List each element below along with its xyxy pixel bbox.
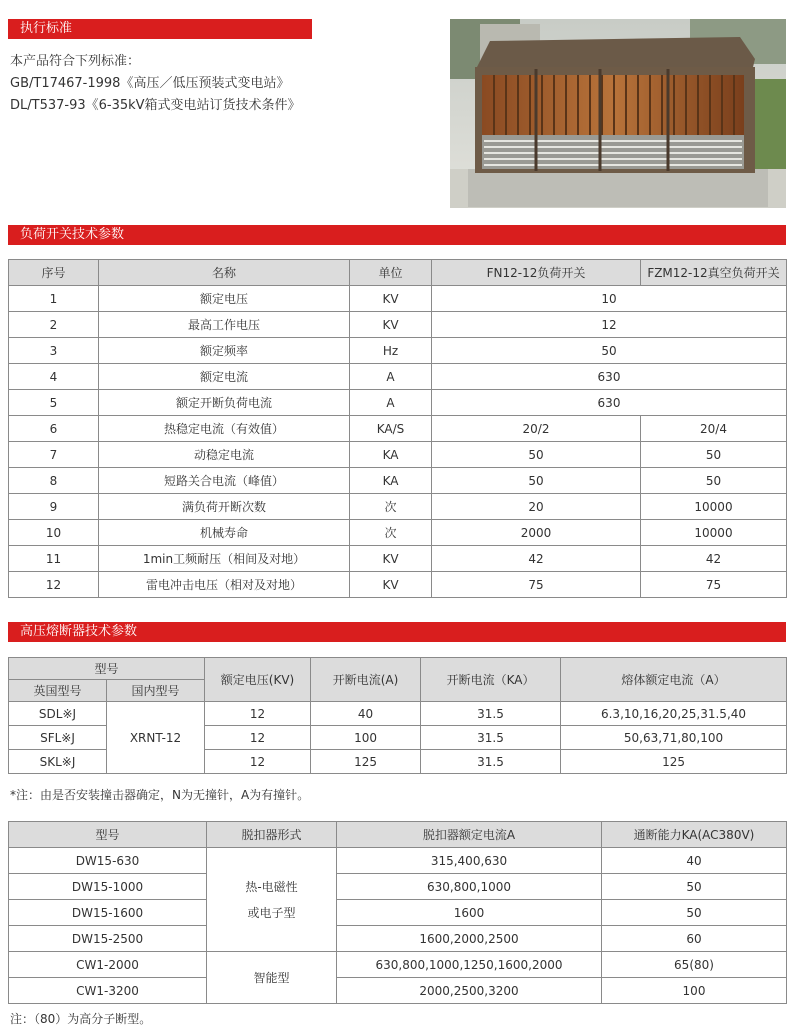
col-header: FZM12-12真空负荷开关 xyxy=(641,260,787,286)
table-cell: 12 xyxy=(205,726,311,750)
table-cell: 20/4 xyxy=(641,416,787,442)
table-cell: 额定电压 xyxy=(99,286,350,312)
table-cell: 2000,2500,3200 xyxy=(337,978,602,1004)
table-cell: 50 xyxy=(432,442,641,468)
table-cell: 额定电流 xyxy=(99,364,350,390)
table-row xyxy=(9,312,787,338)
table-cell: 42 xyxy=(432,546,641,572)
table-row xyxy=(9,978,787,1004)
table-cell: 2 xyxy=(9,312,99,338)
table-cell: KV xyxy=(350,286,432,312)
table-cell: CW1-3200 xyxy=(9,978,207,1004)
table-cell: 动稳定电流 xyxy=(99,442,350,468)
col-header: FN12-12负荷开关 xyxy=(432,260,641,286)
table-cell: 100 xyxy=(311,726,421,750)
table-cell: 10 xyxy=(432,286,787,312)
table-cell: A xyxy=(350,390,432,416)
table-cell: A xyxy=(350,364,432,390)
table-cell: 5 xyxy=(9,390,99,416)
table-cell: 31.5 xyxy=(421,726,561,750)
table-cell: 12 xyxy=(432,312,787,338)
col-header: 名称 xyxy=(99,260,350,286)
col-header-model: 型号 xyxy=(9,658,205,680)
table-cell: 额定开断负荷电流 xyxy=(99,390,350,416)
table-cell: 50 xyxy=(641,442,787,468)
col-header-break-a: 开断电流(A) xyxy=(311,658,421,702)
table-cell: 31.5 xyxy=(421,750,561,774)
table-cell: 10000 xyxy=(641,520,787,546)
table-cell: 125 xyxy=(311,750,421,774)
table-cell: 2000 xyxy=(432,520,641,546)
table-cell: 12 xyxy=(205,702,311,726)
col-header: 单位 xyxy=(350,260,432,286)
trip-type-thermal xyxy=(207,848,337,952)
table-cell: DW15-1000 xyxy=(9,874,207,900)
table-cell: KV xyxy=(350,546,432,572)
table-header-row xyxy=(9,260,787,286)
table-row xyxy=(9,520,787,546)
col-header: 通断能力KA(AC380V) xyxy=(602,822,787,848)
table-cell: 100 xyxy=(602,978,787,1004)
table-cell: 满负荷开断次数 xyxy=(99,494,350,520)
table-cell: 50 xyxy=(432,338,787,364)
table-cell: KV xyxy=(350,572,432,598)
standard-gb: GB/T17467-1998《高压／低压预装式变电站》 xyxy=(10,76,290,91)
table-row xyxy=(9,338,787,364)
trip-type-smart: 智能型 xyxy=(207,952,337,1004)
table-cell: 1min工频耐压（相间及对地） xyxy=(99,546,350,572)
table-cell: 50 xyxy=(641,468,787,494)
col-header-model-en: 英国型号 xyxy=(9,680,107,702)
table-cell: 630,800,1000,1250,1600,2000 xyxy=(337,952,602,978)
table-cell: 50,63,71,80,100 xyxy=(561,726,787,750)
table-cell: 次 xyxy=(350,520,432,546)
table-cell: 12 xyxy=(205,750,311,774)
table-cell: SFL※J xyxy=(9,726,107,750)
table-cell: CW1-2000 xyxy=(9,952,207,978)
table-cell: 20 xyxy=(432,494,641,520)
table-row xyxy=(9,364,787,390)
col-header-break-ka: 开断电流（KA） xyxy=(421,658,561,702)
trip-type-line: 热-电磁性 xyxy=(245,879,298,894)
table-cell: KV xyxy=(350,312,432,338)
substation-image xyxy=(450,19,786,208)
table-row xyxy=(9,952,787,978)
table-cell: 31.5 xyxy=(421,702,561,726)
table-cell: 1600,2000,2500 xyxy=(337,926,602,952)
table-cell: 4 xyxy=(9,364,99,390)
table-cell: 热稳定电流（有效值） xyxy=(99,416,350,442)
table-row xyxy=(9,494,787,520)
breaker-note: 注：（80）为高分子断型。 xyxy=(10,1012,152,1026)
load-switch-table xyxy=(8,259,787,598)
col-header: 脱扣器额定电流A xyxy=(337,822,602,848)
table-cell: 630 xyxy=(432,364,787,390)
table-cell: Hz xyxy=(350,338,432,364)
trip-type-line: 或电子型 xyxy=(247,905,296,920)
table-cell: 65(80) xyxy=(602,952,787,978)
col-header-fuse: 熔体额定电流（A） xyxy=(561,658,787,702)
section-title-load-switch: 负荷开关技术参数 xyxy=(8,225,786,245)
table-cell: SDL※J xyxy=(9,702,107,726)
table-cell: DW15-1600 xyxy=(9,900,207,926)
standards-intro: 本产品符合下列标准： xyxy=(10,54,141,69)
table-row xyxy=(9,848,787,874)
table-row xyxy=(9,390,787,416)
table-row xyxy=(9,286,787,312)
table-row xyxy=(9,702,787,726)
table-cell: 315,400,630 xyxy=(337,848,602,874)
table-cell: DW15-630 xyxy=(9,848,207,874)
substation-photo xyxy=(450,19,786,208)
table-row xyxy=(9,416,787,442)
section-title-standards: 执行标准 xyxy=(8,19,312,39)
table-cell: 1 xyxy=(9,286,99,312)
table-cell: 10000 xyxy=(641,494,787,520)
table-cell: 3 xyxy=(9,338,99,364)
table-cell: 10 xyxy=(9,520,99,546)
table-cell: 机械寿命 xyxy=(99,520,350,546)
table-cell: DW15-2500 xyxy=(9,926,207,952)
table-row xyxy=(9,900,787,926)
standard-dl: DL/T537-93《6-35kV箱式变电站订货技术条件》 xyxy=(10,98,301,113)
table-row xyxy=(9,442,787,468)
table-cell: 9 xyxy=(9,494,99,520)
table-cell: SKL※J xyxy=(9,750,107,774)
table-cell: 1600 xyxy=(337,900,602,926)
col-header-voltage: 额定电压(KV) xyxy=(205,658,311,702)
table-cell: 75 xyxy=(432,572,641,598)
breaker-table xyxy=(8,821,787,1004)
table-cell: 75 xyxy=(641,572,787,598)
table-row xyxy=(9,468,787,494)
table-row xyxy=(9,874,787,900)
table-cell: KA/S xyxy=(350,416,432,442)
table-cell: 次 xyxy=(350,494,432,520)
table-cell: 630 xyxy=(432,390,787,416)
table-cell: 6 xyxy=(9,416,99,442)
table-cell: 雷电冲击电压（相对及对地） xyxy=(99,572,350,598)
table-cell: 50 xyxy=(432,468,641,494)
table-cell: 额定频率 xyxy=(99,338,350,364)
fuse-table xyxy=(8,657,787,774)
table-row xyxy=(9,546,787,572)
table-header-row xyxy=(9,658,787,680)
table-row xyxy=(9,926,787,952)
table-cell: 20/2 xyxy=(432,416,641,442)
table-cell: 40 xyxy=(311,702,421,726)
col-header-model-cn: 国内型号 xyxy=(107,680,205,702)
col-header: 脱扣器形式 xyxy=(207,822,337,848)
col-header: 型号 xyxy=(9,822,207,848)
table-cell: 12 xyxy=(9,572,99,598)
table-cell: 短路关合电流（峰值） xyxy=(99,468,350,494)
table-cell: KA xyxy=(350,468,432,494)
table-cell: KA xyxy=(350,442,432,468)
table-cell: 50 xyxy=(602,900,787,926)
table-cell: XRNT-12 xyxy=(107,702,205,774)
table-cell: 630,800,1000 xyxy=(337,874,602,900)
table-cell: 7 xyxy=(9,442,99,468)
table-cell: 60 xyxy=(602,926,787,952)
table-cell: 最高工作电压 xyxy=(99,312,350,338)
table-cell: 50 xyxy=(602,874,787,900)
table-cell: 8 xyxy=(9,468,99,494)
fuse-note: *注：由是否安装撞击器确定，N为无撞针，A为有撞针。 xyxy=(10,788,310,802)
table-cell: 11 xyxy=(9,546,99,572)
table-row xyxy=(9,572,787,598)
table-cell: 125 xyxy=(561,750,787,774)
section-title-fuse: 高压熔断器技术参数 xyxy=(8,622,786,642)
table-header-row xyxy=(9,822,787,848)
table-cell: 6.3,10,16,20,25,31.5,40 xyxy=(561,702,787,726)
col-header: 序号 xyxy=(9,260,99,286)
table-cell: 42 xyxy=(641,546,787,572)
table-cell: 40 xyxy=(602,848,787,874)
